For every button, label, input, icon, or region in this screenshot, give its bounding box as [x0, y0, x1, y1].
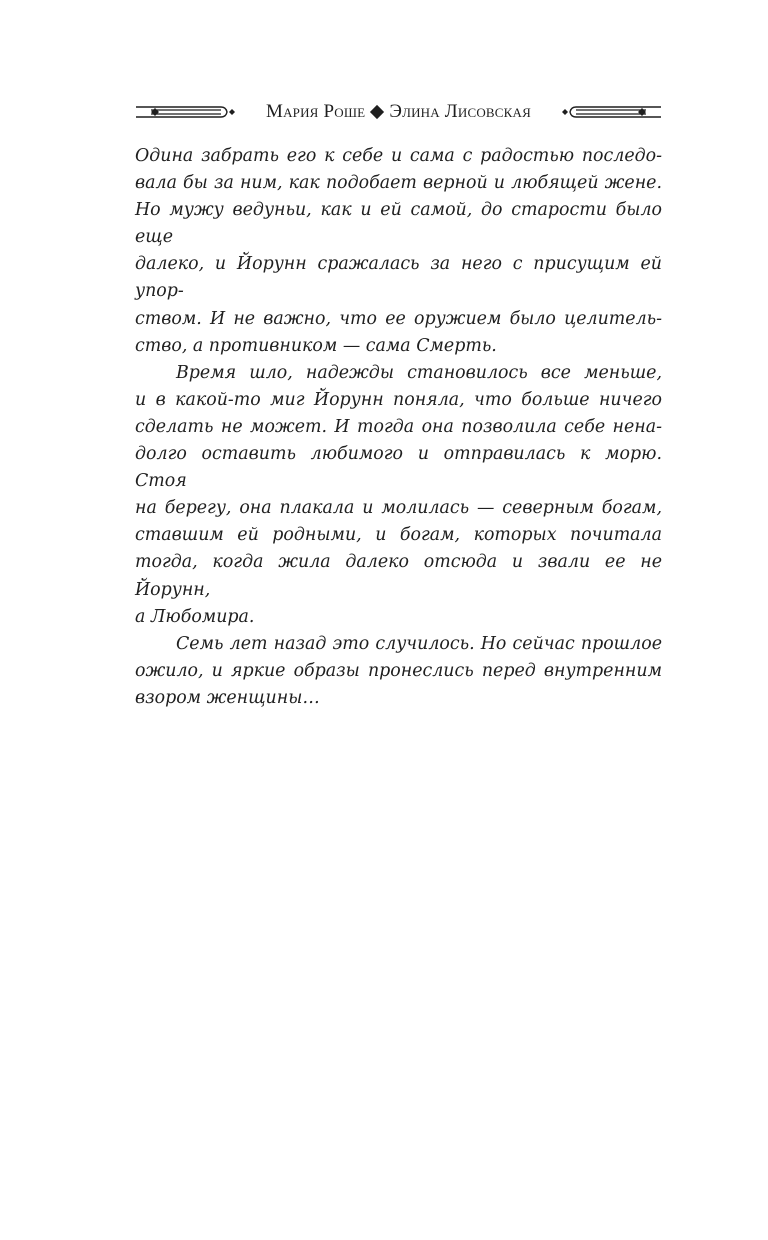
header-title [266, 101, 531, 123]
body-text [135, 143, 662, 712]
text-line: Но мужу ведуньи, как и ей самой, до старости было еще [135, 200, 662, 248]
text-line: сделать не может. И тогда она позволила себе нена- [135, 416, 662, 437]
text-line: ство, а противником — сама Смерть. [135, 335, 497, 356]
text-line: Семь лет назад это случилось. Но сейчас прошлое [176, 633, 662, 654]
paragraph-3 [135, 631, 662, 712]
text-line: ожило, и яркие образы пронеслись перед внутренним [135, 660, 662, 681]
author-name-1: Мария Роше [265, 101, 366, 122]
text-line: ставшим ей родными, и богам, которых почитала [135, 525, 662, 546]
text-line: взором женщины… [135, 687, 320, 708]
diamond-separator-icon [370, 105, 384, 119]
text-line: далеко, и Йорунн сражалась за него с присущим ей упор- [135, 254, 662, 302]
text-line: и в какой-то миг Йорунн поняла, что больше ничего [135, 389, 662, 410]
text-line: тогда, когда жила далеко отсюда и звали ее не Йорунн, [135, 552, 662, 600]
left-ornament-icon [135, 100, 235, 124]
paragraph-2 [135, 360, 662, 631]
right-ornament-icon [562, 100, 662, 124]
running-header [135, 100, 662, 124]
text-line: ством. И не важно, что ее оружием было целитель- [135, 308, 662, 329]
text-line: Одина забрать его к себе и сама с радостью последо- [135, 146, 662, 166]
author-name-2: Элина Лисовская [389, 101, 532, 122]
paragraph-1 [135, 143, 662, 360]
text-line: а Любомира. [135, 606, 255, 627]
text-line: Время шло, надежды становилось все меньше, [176, 362, 662, 383]
text-line: вала бы за ним, как подобает верной и любящей жене. [135, 173, 662, 194]
text-line: долго оставить любимого и отправилась к морю. Стоя [135, 444, 662, 492]
text-line: на берегу, она плакала и молилась — северным богам, [135, 498, 662, 519]
